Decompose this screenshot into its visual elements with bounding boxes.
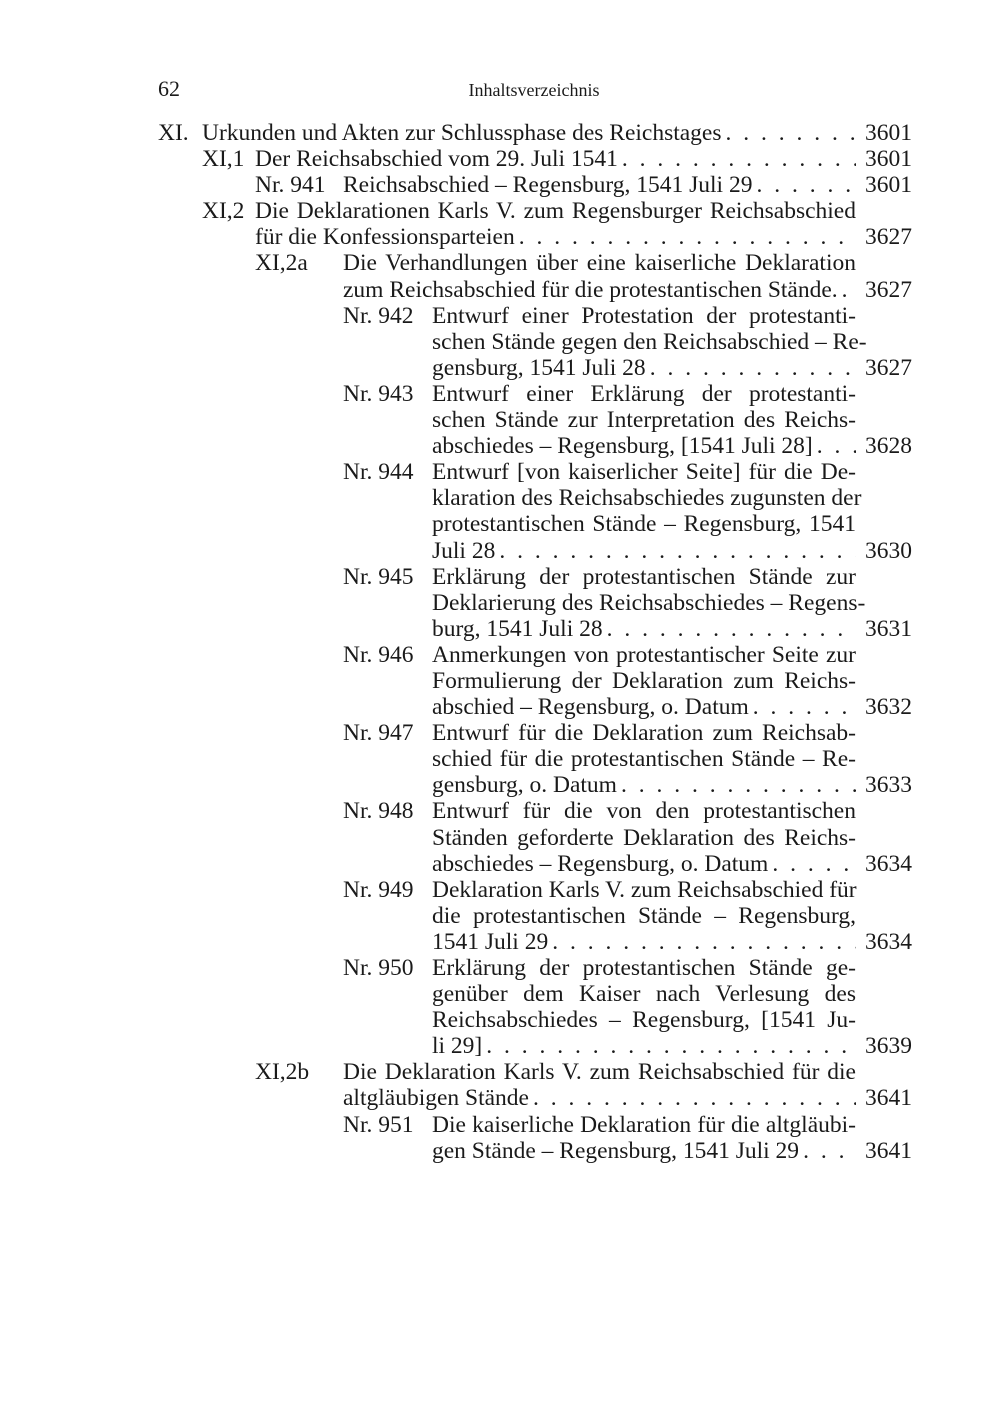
toc-entry-line <box>158 720 912 746</box>
dot-leader <box>533 1085 856 1111</box>
toc-entry-line <box>158 1112 912 1138</box>
toc-entry-title: Reichsabschied – Regensburg, 1541 Juli 29 <box>343 172 753 199</box>
toc-entry-line <box>158 746 912 772</box>
toc-entry <box>158 798 912 876</box>
toc-entry-line <box>158 642 912 668</box>
toc-entry <box>158 877 912 955</box>
toc-entry-line <box>158 224 912 250</box>
toc-entry-line <box>158 929 912 955</box>
toc-entry-line <box>158 1007 912 1033</box>
toc-page-number: 3631 <box>865 615 912 642</box>
toc-entry-line <box>158 772 912 798</box>
toc-entry-number: Nr. 949 <box>343 876 414 903</box>
toc-entry-title: zum Reichsabschied für die protestantischen Stände. <box>343 276 838 303</box>
toc-entry <box>158 1112 912 1164</box>
toc-entry-line <box>158 955 912 981</box>
toc-entry-line <box>158 851 912 877</box>
toc-entry-title: für die Konfessionsparteien <box>255 224 515 251</box>
toc-entry-title: schied für die protestantischen Stände – Re- <box>432 746 856 773</box>
page-header <box>158 76 910 106</box>
toc-entry-line <box>158 433 912 459</box>
toc-entry-line <box>158 564 912 590</box>
toc-entry <box>158 198 912 250</box>
dot-leader <box>753 694 856 720</box>
toc-entry <box>158 250 912 302</box>
dot-leader <box>622 146 856 172</box>
toc-entry-number: Nr. 945 <box>343 563 414 590</box>
toc-entry-title: Formulierung der Deklaration zum Reichs- <box>432 667 856 694</box>
toc-entry-title: gensburg, o. Datum <box>432 772 617 799</box>
toc-entry-title: Die Verhandlungen über eine kaiserliche Deklaration <box>343 250 856 277</box>
toc-entry-title: altgläubigen Stände <box>343 1085 529 1112</box>
toc-entry-title: abschiedes – Regensburg, o. Datum <box>432 850 769 877</box>
toc-entry-line <box>158 329 912 355</box>
toc-entry-line <box>158 1085 912 1111</box>
toc-entry-number: XI. <box>158 120 189 146</box>
toc-entry-title: Deklarierung des Reichsabschiedes – Regens- <box>432 589 866 616</box>
dot-leader <box>607 616 856 642</box>
toc-page-number: 3634 <box>865 850 912 877</box>
dot-leader <box>621 772 856 798</box>
toc-entry <box>158 381 912 459</box>
toc-entry-title: burg, 1541 Juli 28 <box>432 615 603 642</box>
toc-entry-line <box>158 511 912 537</box>
toc-page-number: 3633 <box>865 772 912 799</box>
toc-entry-title: Juli 28 <box>432 537 496 564</box>
toc-entry-line <box>158 485 912 511</box>
toc-page-number: 3639 <box>865 1033 912 1060</box>
toc-entry <box>158 303 912 381</box>
toc-entry-line <box>158 303 912 329</box>
toc-entry-title: Die Deklarationen Karls V. zum Regensburger Reichsabschied <box>255 198 856 225</box>
toc-entry-title: Entwurf für die Deklaration zum Reichsab- <box>432 720 856 747</box>
toc-page-number: 3601 <box>865 146 912 173</box>
toc-entry-title: Urkunden und Akten zur Schlussphase des Reichstages <box>202 120 722 146</box>
dot-leader <box>817 433 856 459</box>
toc-entry-number: XI,2b <box>255 1059 310 1086</box>
toc-entry-number: Nr. 950 <box>343 955 414 981</box>
toc-entry-number: Nr. 947 <box>343 720 414 747</box>
toc-entry-line <box>158 407 912 433</box>
toc-page-number: 3601 <box>865 172 912 199</box>
toc-entry-line <box>158 668 912 694</box>
toc-entry <box>158 172 912 198</box>
toc-entry-number: Nr. 944 <box>343 459 414 486</box>
toc-entry-title: Erklärung der protestantischen Stände ge- <box>432 955 856 981</box>
toc-entry-title: abschiedes – Regensburg, [1541 Juli 28] <box>432 433 813 460</box>
toc-entry-title: klaration des Reichsabschiedes zugunsten der <box>432 485 862 512</box>
toc-entry-title: Deklaration Karls V. zum Reichsabschied für <box>432 876 857 903</box>
toc-entry-number: XI,2 <box>202 198 245 225</box>
toc-page-number: 3630 <box>865 537 912 564</box>
toc-entry-title: abschied – Regensburg, o. Datum <box>432 694 749 721</box>
toc-page-number: 3634 <box>865 928 912 955</box>
toc-entry-number: Nr. 941 <box>255 172 326 199</box>
table-of-contents <box>158 120 912 1164</box>
toc-page-number: 3628 <box>865 433 912 460</box>
toc-page-number: 3601 <box>865 120 912 146</box>
dot-leader <box>519 224 856 250</box>
toc-entry-line <box>158 694 912 720</box>
toc-entry-number: Nr. 951 <box>343 1111 414 1138</box>
toc-entry-number: Nr. 946 <box>343 641 414 668</box>
toc-entry <box>158 720 912 798</box>
toc-page-number: 3632 <box>865 694 912 721</box>
toc-entry <box>158 564 912 642</box>
toc-entry-number: XI,1 <box>202 146 245 173</box>
toc-entry-line <box>158 146 912 172</box>
toc-entry-title: protestantischen Stände – Regensburg, 1541 <box>432 511 856 538</box>
dot-leader <box>842 277 856 303</box>
toc-entry-line <box>158 590 912 616</box>
toc-entry-title: li 29] <box>432 1033 483 1060</box>
toc-entry <box>158 459 912 563</box>
toc-entry-line <box>158 355 912 381</box>
toc-page-number: 3641 <box>865 1085 912 1112</box>
toc-entry-title: Entwurf für die von den protestantischen <box>432 798 856 825</box>
toc-entry-title: die protestantischen Stände – Regensburg, <box>432 902 856 929</box>
toc-entry-line <box>158 120 912 146</box>
toc-entry-title: 1541 Juli 29 <box>432 928 549 955</box>
toc-entry-title: schen Stände gegen den Reichsabschied – Re- <box>432 328 867 355</box>
toc-entry-number: XI,2a <box>255 250 308 277</box>
toc-page-number: 3627 <box>865 276 912 303</box>
toc-page-number: 3627 <box>865 354 912 381</box>
toc-entry-title: Die Deklaration Karls V. zum Reichsabschied für die <box>343 1059 856 1086</box>
toc-entry-line <box>158 1033 912 1059</box>
toc-entry-number: Nr. 948 <box>343 798 414 825</box>
toc-entry <box>158 1059 912 1111</box>
toc-entry-line <box>158 877 912 903</box>
toc-entry-title: gen Stände – Regensburg, 1541 Juli 29 <box>432 1137 800 1164</box>
toc-entry-line <box>158 1138 912 1164</box>
dot-leader <box>756 172 856 198</box>
toc-page-number: 3641 <box>865 1137 912 1164</box>
toc-entry-line <box>158 981 912 1007</box>
dot-leader <box>772 851 856 877</box>
toc-entry-number: Nr. 942 <box>343 302 414 329</box>
toc-entry-title: Reichsabschiedes – Regensburg, [1541 Ju- <box>432 1007 856 1034</box>
toc-entry-title: genüber dem Kaiser nach Verlesung des <box>432 981 856 1008</box>
toc-entry <box>158 642 912 720</box>
toc-entry-title: Die kaiserliche Deklaration für die altgläubi- <box>432 1111 856 1138</box>
toc-entry-title: Entwurf einer Erklärung der protestanti- <box>432 380 856 407</box>
toc-entry-line <box>158 538 912 564</box>
toc-page-number: 3627 <box>865 224 912 251</box>
toc-entry-line <box>158 798 912 824</box>
toc-entry-line <box>158 825 912 851</box>
toc-entry-title: Ständen geforderte Deklaration des Reichs- <box>432 824 856 851</box>
toc-entry-title: gensburg, 1541 Juli 28 <box>432 354 646 381</box>
toc-entry-title: Entwurf [von kaiserlicher Seite] für die De- <box>432 459 856 486</box>
running-title: Inhaltsverzeichnis <box>468 80 600 100</box>
dot-leader <box>650 355 856 381</box>
dot-leader <box>499 538 856 564</box>
page-number: 62 <box>158 76 180 101</box>
toc-entry-line <box>158 459 912 485</box>
toc-entry-line <box>158 277 912 303</box>
dot-leader <box>552 929 856 955</box>
toc-entry-line <box>158 903 912 929</box>
dot-leader <box>803 1138 856 1164</box>
toc-entry-number: Nr. 943 <box>343 380 414 407</box>
toc-entry-title: Erklärung der protestantischen Stände zur <box>432 563 856 590</box>
toc-entry <box>158 120 912 146</box>
dot-leader <box>726 120 856 146</box>
toc-entry <box>158 146 912 172</box>
toc-entry-line <box>158 616 912 642</box>
toc-entry-title: Der Reichsabschied vom 29. Juli 1541 <box>255 146 618 173</box>
toc-entry-title: Entwurf einer Protestation der protestanti- <box>432 302 856 329</box>
toc-entry-line <box>158 198 912 224</box>
dot-leader <box>486 1033 856 1059</box>
toc-entry <box>158 955 912 1059</box>
toc-entry-title: Anmerkungen von protestantischer Seite zur <box>432 641 856 668</box>
toc-entry-line <box>158 381 912 407</box>
toc-entry-title: schen Stände zur Interpretation des Reichs- <box>432 407 856 434</box>
